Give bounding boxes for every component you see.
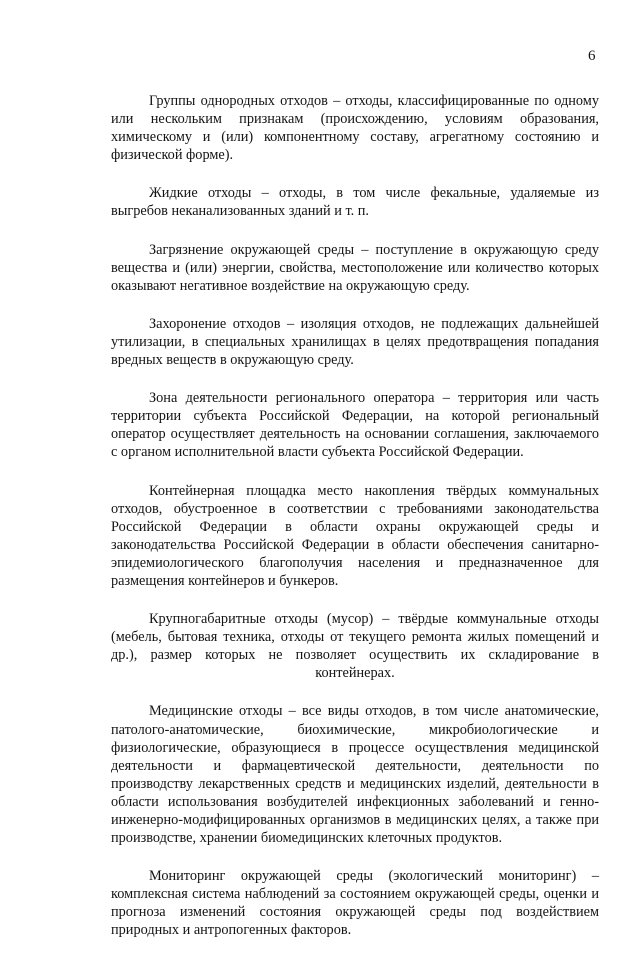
page-number: 6 [588,48,596,64]
definition-paragraph: Медицинские отходы – все виды отходов, в том числе анатомические, патолого-анатомические, биохимические, микробиологические и физиологические, образующиеся в процессе осуществления медицинской деятельности и фармацевтической деятельности, деятельности по производству лекарственных средств и медицинских изделий, деятельности в области использования возбудителей инфекционных заболеваний и генно-инженерно-модифицированных организмов в медицинских целях, а также при производстве, хранении биомедицинских клеточных продуктов. [111,703,599,847]
definition-paragraph: Жидкие отходы – отходы, в том числе фекальные, удаляемые из выгребов неканализованных зданий и т. п. [111,185,599,220]
definition-paragraph: Захоронение отходов – изоляция отходов, не подлежащих дальнейшей утилизации, в специальных хранилищах в целях предотвращения попадания вредных веществ в окружающую среду. [111,315,599,369]
document-body [111,92,599,960]
definition-paragraph: Загрязнение окружающей среды – поступление в окружающую среду вещества и (или) энергии, свойства, местоположение или количество которых оказывают негативное воздействие на окружающую среду. [111,241,599,294]
definition-paragraph: Контейнерная площадка место накопления твёрдых коммунальных отходов, обустроенное в соответствии с требованиями законодательства Российской Федерации в области охраны окружающей среды и законодательства Российской Федерации в области обеспечения санитарно-эпидемиологического благополучия населения и предназначенное для размещения контейнеров и бункеров. [111,482,599,589]
definition-paragraph: Зона деятельности регионального оператора – территория или часть территории субъекта Российской Федерации, на которой региональный оператор осуществляет деятельность на основании соглашения, заключаемого с органом исполнительной власти субъекта Российской Федерации. [111,390,599,461]
definition-paragraph: Мониторинг окружающей среды (экологический мониторинг) – комплексная система наблюдений за состоянием окружающей среды, оценки и прогноза изменений состояния окружающей среды под воздействием природных и антропогенных факторов. [111,868,599,939]
definition-paragraph: Крупногабаритные отходы (мусор) – твёрдые коммунальные отходы (мебель, бытовая техника, отходы от текущего ремонта жилых помещений и др.), размер которых не позволяет осуществить их складирование в контейнерах. [111,611,599,682]
definition-paragraph: Группы однородных отходов – отходы, классифицированные по одному или нескольким признакам (происхождению, условиям образования, химическому и (или) компонентному составу, агрегатному состоянию и физической форме). [111,93,599,164]
